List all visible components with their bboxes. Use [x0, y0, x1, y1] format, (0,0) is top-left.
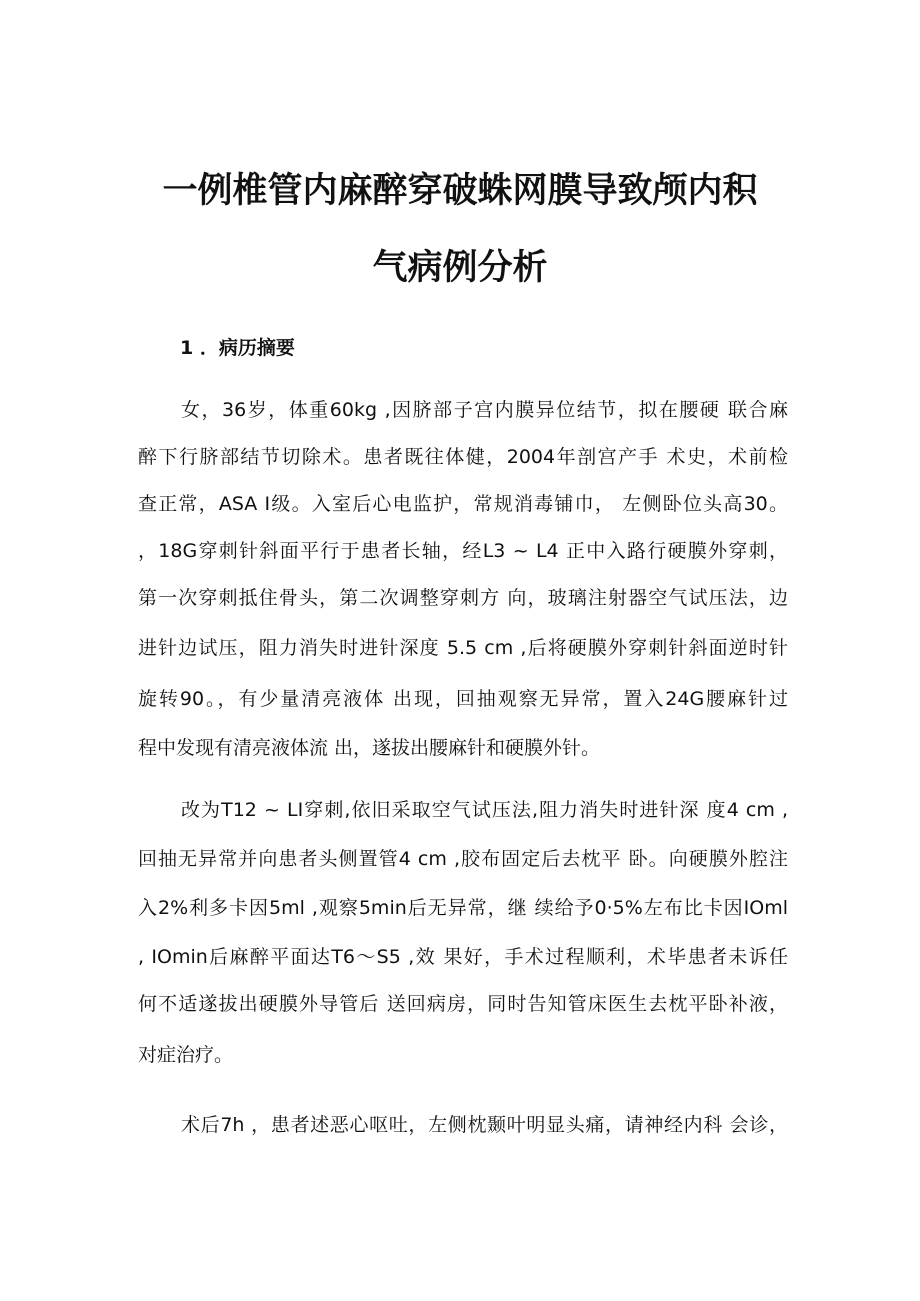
paragraph-1-line: 女，36岁，体重60kg ,因脐部子宫内膜异位结节，拟在腰硬 联合麻 [181, 399, 788, 421]
paragraph-2-line: 回抽无异常并向患者头侧置管4 cm ,胶布固定后去枕平 卧。向硬膜外腔注 [138, 848, 788, 870]
paragraph-2-line: 改为T12 ~ LI穿刺,依旧采取空气试压法,阻力消失时进针深 度4 cm , [181, 799, 788, 821]
paragraph-2-line: , IOmin后麻醉平面达T6～S5 ,效 果好，手术过程顺利，术毕患者未诉任 [138, 946, 788, 968]
paragraph-1-line: 查正常，ASA I级。入室后心电监护，常规消毒铺巾， 左侧卧位头高30。 [138, 493, 788, 515]
document-title-line-1: 一例椎管内麻醉穿破蛛网膜导致颅内积 [162, 171, 758, 211]
paragraph-1-line: 第一次穿刺抵住骨头，第二次调整穿刺方 向，玻璃注射器空气试压法，边 [138, 587, 788, 609]
paragraph-3-line: 术后7h ，患者述恶心呕吐，左侧枕颞叶明显头痛，请神经内科 会诊， [181, 1114, 788, 1136]
paragraph-1-line: 醉下行脐部结节切除术。患者既往体健，2004年剖宫产手 术史，术前检 [138, 446, 788, 468]
section-heading: 1 ．病历摘要 [180, 337, 295, 359]
paragraph-2-line: 入2%利多卡因5ml ,观察5min后无异常，继 续给予0·5%左布比卡因IOml [138, 897, 788, 919]
paragraph-1-line: 程中发现有清亮液体流 出，遂拔出腰麻针和硬膜外针。 [138, 737, 601, 759]
paragraph-2-line: 对症治疗。 [138, 1044, 234, 1066]
paragraph-1-line: 进针边试压，阻力消失时进针深度 5.5 cm ,后将硬膜外穿刺针斜面逆时针 [138, 637, 788, 659]
paragraph-2-line: 何不适遂拔出硬膜外导管后 送回病房，同时告知管床医生去枕平卧补液， [138, 993, 788, 1015]
paragraph-1-line: 旋转90。，有少量清亮液体 出现，回抽观察无异常，置入24G腰麻针过 [138, 688, 788, 710]
document-title-line-2: 气病例分析 [372, 248, 548, 288]
paragraph-1-line: ，18G穿刺针斜面平行于患者长轴，经L3 ~ L4 正中入路行硬膜外穿刺， [138, 540, 788, 562]
